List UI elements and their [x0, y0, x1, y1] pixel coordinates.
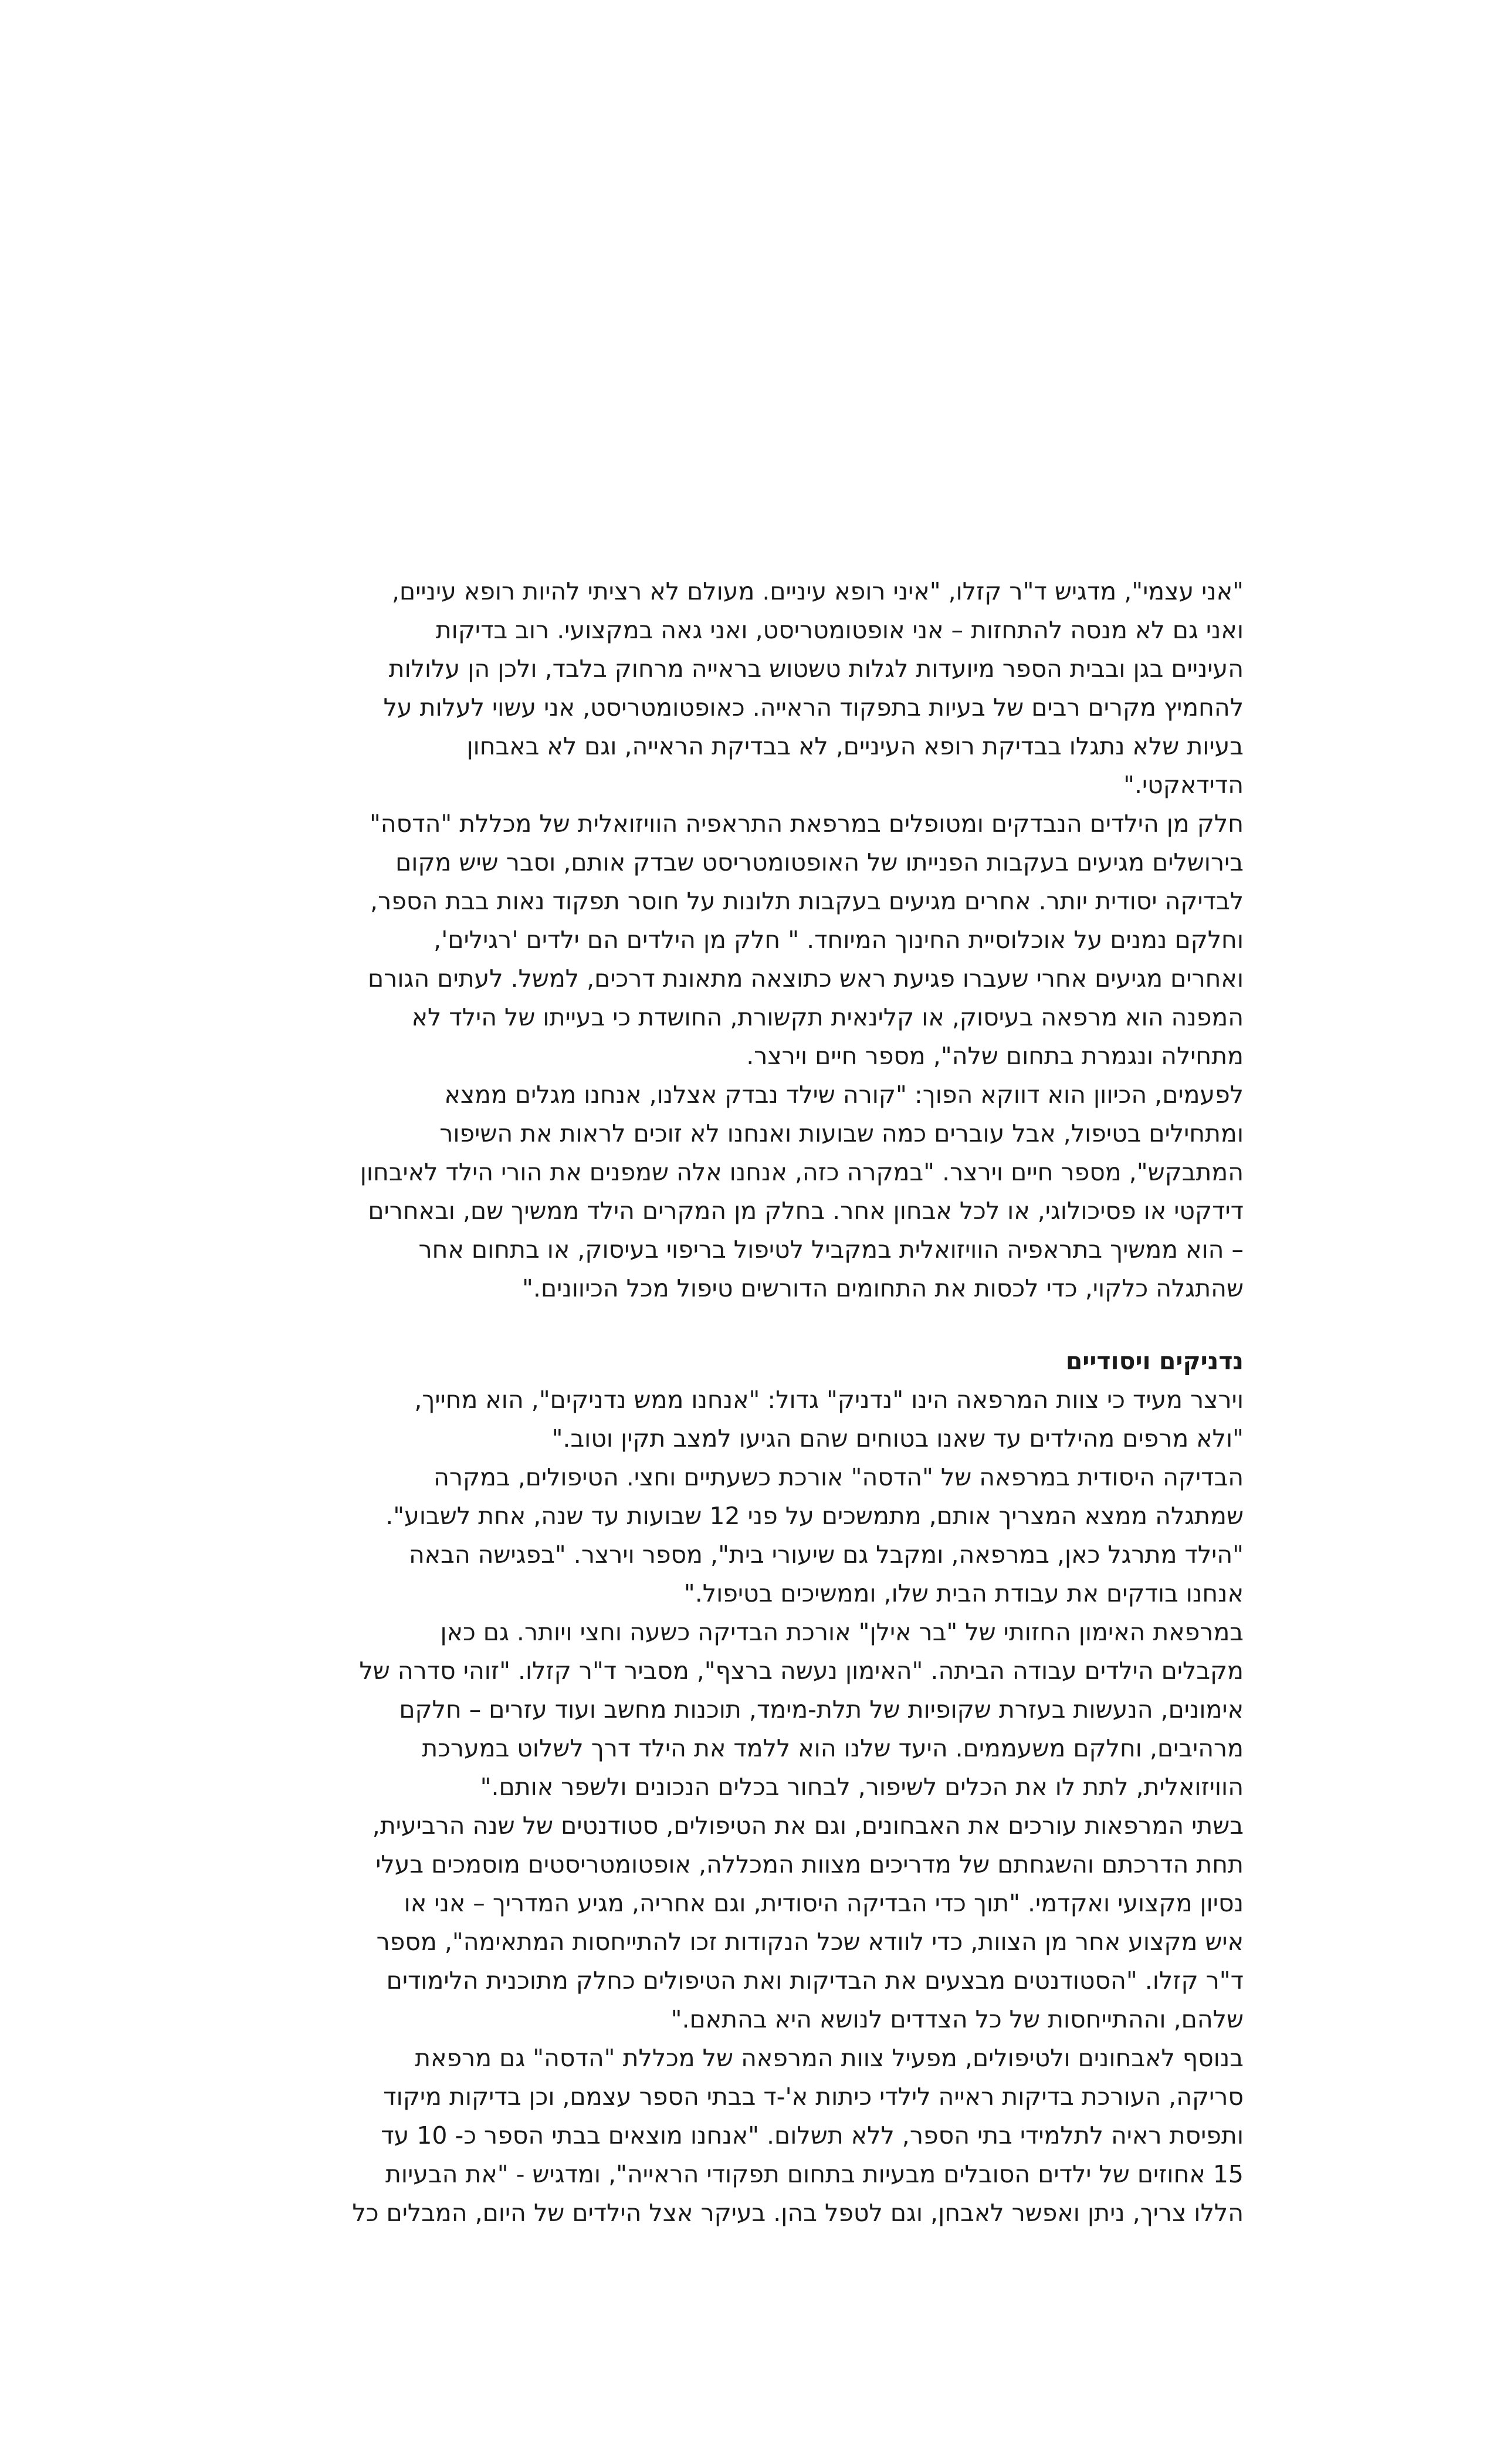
text-line: הדידאקטי."	[1123, 771, 1244, 799]
text-line: הבדיקה היסודית במרפאה של "הדסה" אורכת כשעתיים וחצי. הטיפולים, במקרה	[433, 1463, 1244, 1491]
paragraph-reverse-direction	[258, 1075, 1244, 1308]
text-line: תחת הדרכתם והשגחתם של מדריכים מצוות המכללה, אופטומטריסטים מוסמכים בעלי	[375, 1850, 1244, 1879]
text-line: בשתי המרפאות עורכים את האבחונים, וגם את הטיפולים, סטודנטים של שנה הרביעית,	[372, 1812, 1244, 1840]
text-line: שמתגלה ממצא המצריך אותם, מתמשכים על פני 12 שבועות עד שנה, אחת לשבוע".	[385, 1502, 1244, 1530]
text-line: "הילד מתרגל כאן, במרפאה, ומקבל גם שיעורי בית", מספר וירצר. "בפגישה הבאה	[408, 1541, 1244, 1569]
text-line: ומתחילים בטיפול, אבל עוברים כמה שבועות ואנחנו לא זוכים לראות את השיפור	[439, 1119, 1244, 1148]
section-spacer	[258, 1308, 1244, 1342]
paragraph-visual-training	[258, 1613, 1244, 1806]
paragraph-thorough-exam	[258, 1458, 1244, 1613]
text-line: ד"ר קזלו. "הסטודנטים מבצעים את הבדיקות ואת הטיפולים כחלק מתוכנית הלימודים	[386, 1967, 1244, 1995]
text-line: סריקה, העורכת בדיקות ראייה לילדי כיתות א'-ד בבתי הספר עצמם, וכן בדיקות מיקוד	[383, 2083, 1244, 2111]
paragraph-screening-clinic	[258, 2039, 1244, 2232]
article-body	[258, 572, 1244, 2232]
text-line: לפעמים, הכיוון הוא דווקא הפוך: "קורה שילד נבדק אצלנו, אנחנו מגלים ממצא	[444, 1081, 1244, 1109]
text-line: ותפיסת ראיה לתלמידי בתי הספר, ללא תשלום. "אנחנו מוצאים בבתי הספר כ- 10 עד	[381, 2121, 1244, 2150]
text-line: בעיות שלא נתגלו בבדיקת רופא העיניים, לא בבדיקת הראייה, וגם לא באבחון	[466, 732, 1244, 760]
text-line: דידקטי או פסיכולוגי, או לכל אבחון אחר. בחלק מן המקרים הילד ממשיך שם, ובאחרים	[368, 1197, 1244, 1225]
text-line: "אני עצמי", מדגיש ד"ר קזלו, "איני רופא עיניים. מעולם לא רציתי להיות רופא עיניים,	[391, 577, 1244, 605]
text-line: הוויזואלית, לתת לו את הכלים לשיפור, לבחור בכלים הנכונים ולשפר אותם."	[480, 1773, 1244, 1801]
text-line: "ולא מרפים מהילדים עד שאנו בטוחים שהם הגיעו למצב תקין וטוב."	[551, 1424, 1244, 1453]
paragraph-intro	[258, 572, 1244, 804]
text-line: ואני גם לא מנסה להתחזות – אני אופטומטריסט, ואני גאה במקצועי. רוב בדיקות	[435, 616, 1244, 644]
text-line: וחלקם נמנים על אוכלוסיית החינוך המיוחד. " חלק מן הילדים הם ילדים 'רגילים',	[433, 926, 1244, 954]
text-line: לבדיקה יסודית יותר. אחרים מגיעים בעקבות תלונות על חוסר תפקוד נאות בבת הספר,	[370, 887, 1244, 915]
text-line: מתחילה ונגמרת בתחום שלה", מספר חיים וירצר.	[746, 1042, 1244, 1070]
text-line: המפנה הוא מרפאה בעיסוק, או קלינאית תקשורת, החושדת כי בעייתו של הילד לא	[411, 1003, 1244, 1031]
text-line: העיניים בגן ובבית הספר מיועדות לגלות טשטוש בראייה מרחוק בלבד, ולכן הן עלולות	[388, 655, 1244, 683]
paragraph-students	[258, 1806, 1244, 2039]
text-line: שהתגלה כלקוי, כדי לכסות את התחומים הדורשים טיפול מכל הכיוונים."	[522, 1274, 1244, 1302]
paragraph-nudniks	[258, 1380, 1244, 1458]
text-line: בנוסף לאבחונים ולטיפולים, מפעיל צוות המרפאה של מכללת "הדסה" גם מרפאת	[415, 2044, 1244, 2072]
text-line: ואחרים מגיעים אחרי שעברו פגיעת ראש כתוצאה מתאונת דרכים, למשל. לעתים הגורם	[368, 964, 1244, 993]
text-line: נסיון מקצועי ואקדמי. "תוך כדי הבדיקה היסודית, וגם אחריה, מגיע המדריך – אני או	[404, 1889, 1244, 1917]
text-line: איש מקצוע אחר מן הצוות, כדי לוודא שכל הנקודות זכו להתייחסות המתאימה", מספר	[376, 1928, 1244, 1956]
text-line: הללו צריך, ניתן ואפשר לאבחן, וגם לטפל בהן. בעיקר אצל הילדים של היום, המבלים כל	[352, 2199, 1244, 2227]
text-line: וירצר מעיד כי צוות המרפאה הינו "נדניק" גדול: "אנחנו ממש נדניקים", הוא מחייך,	[414, 1386, 1244, 1414]
text-line: 15 אחוזים של ילדים הסובלים מבעיות בתחום תפקודי הראייה", ומדגיש - "את הבעיות	[385, 2160, 1244, 2188]
text-line: להחמיץ מקרים רבים של בעיות בתפקוד הראייה. כאופטומטריסט, אני עשוי לעלות על	[383, 693, 1244, 722]
text-line: מקבלים הילדים עבודה הביתה. "האימון נעשה ברצף", מסביר ד"ר קזלו. "זוהי סדרה של	[359, 1657, 1244, 1685]
text-line: אימונים, הנעשות בעזרת שקופיות של תלת-מימד, תוכנות מחשב ועוד עזרים – חלקם	[399, 1695, 1244, 1724]
section-heading: נדניקים ויסודיים	[1065, 1347, 1244, 1375]
text-line: המתבקש", מספר חיים וירצר. "במקרה כזה, אנחנו אלה שמפנים את הורי הילד לאיבחון	[360, 1158, 1244, 1186]
text-line: חלק מן הילדים הנבדקים ומטופלים במרפאת התראפיה הוויזואלית של מכללת "הדסה"	[369, 810, 1244, 838]
paragraph-referrals	[258, 804, 1244, 1075]
text-line: שלהם, וההתייחסות של כל הצדדים לנושא היא בהתאם."	[670, 2005, 1244, 2033]
text-line: במרפאת האימון החזותי של "בר אילן" אורכת הבדיקה כשעה וחצי ויותר. גם כאן	[440, 1618, 1244, 1646]
text-line: – הוא ממשיך בתראפיה הוויזואלית במקביל לטיפול בריפוי בעיסוק, או בתחום אחר	[418, 1236, 1244, 1264]
text-line: מרהיבים, וחלקם משעממים. היעד שלנו הוא ללמד את הילד דרך לשלוט במערכת	[422, 1734, 1244, 1762]
text-line: בירושלים מגיעים בעקבות הפנייתו של האופטומטריסט שבדק אותם, וסבר שיש מקום	[395, 848, 1244, 876]
text-line: אנחנו בודקים את עבודת הבית שלו, וממשיכים בטיפול."	[683, 1579, 1244, 1607]
